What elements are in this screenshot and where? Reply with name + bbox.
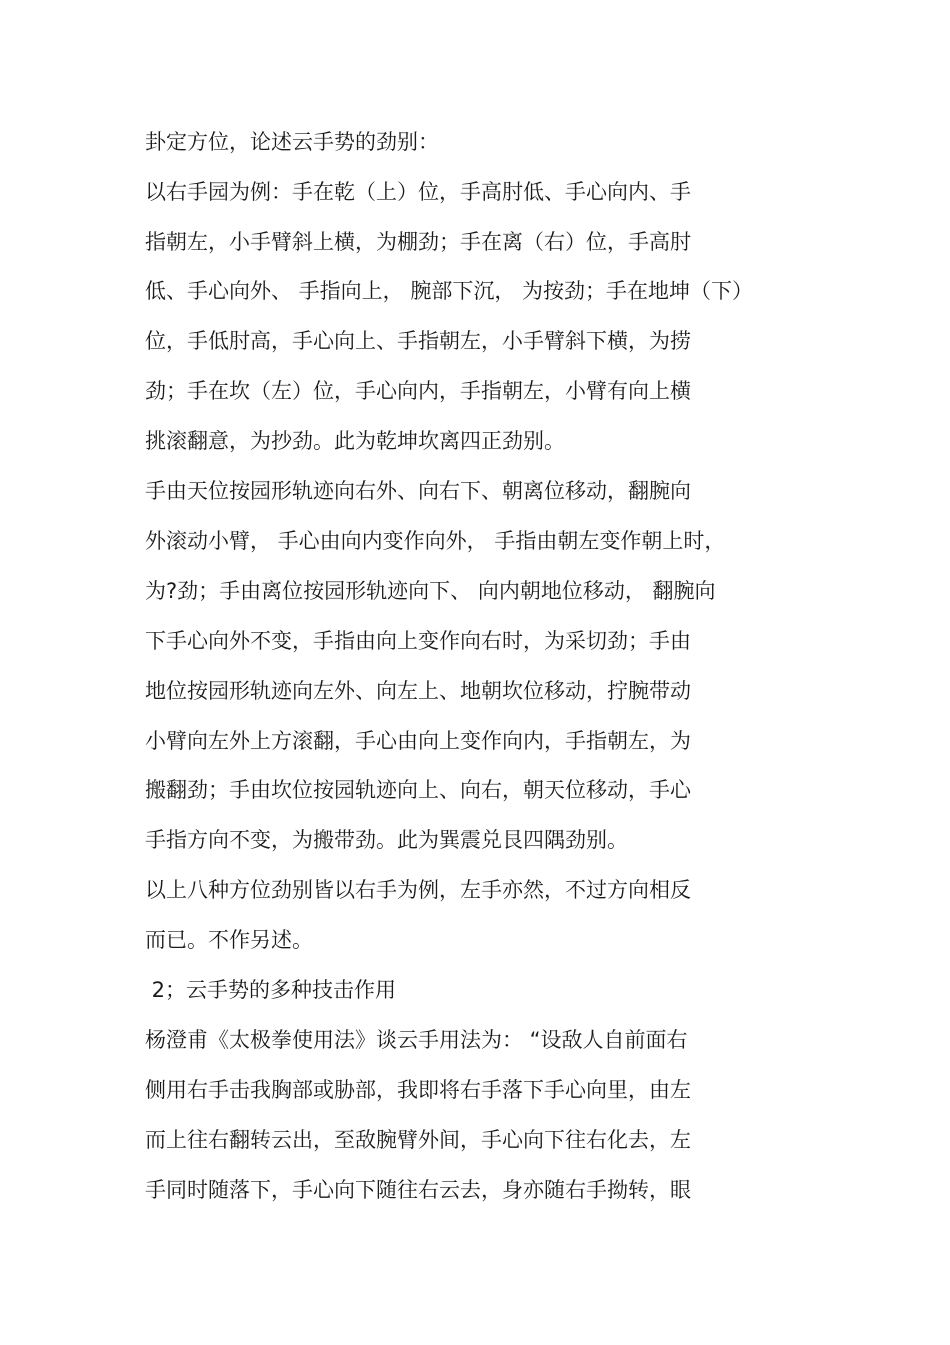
text-line-5: 位，手低肘高，手心向上、手指朝左，小手臂斜下横，为捞 bbox=[145, 329, 691, 353]
text-line-10: 为?劲；手由离位按园形轨迹向下、 向内朝地位移动， 翻腕向 bbox=[145, 579, 716, 603]
text-line-12: 地位按园形轨迹向左外、向左上、地朝坎位移动，拧腕带动 bbox=[145, 679, 691, 703]
text-line-1: 卦定方位，论述云手势的劲别： bbox=[145, 130, 439, 154]
section-heading: 2；云手势的多种技击作用 bbox=[145, 978, 397, 1002]
text-line-14: 搬翻劲；手由坎位按园轨迹向上、向右，朝天位移动，手心 bbox=[145, 778, 691, 802]
text-line-7: 挑滚翻意，为抄劲。此为乾坤坎离四正劲别。 bbox=[145, 429, 565, 453]
text-line-15: 手指方向不变，为搬带劲。此为巽震兑艮四隅劲别。 bbox=[145, 828, 628, 852]
text-line-2: 以右手园为例：手在乾（上）位，手高肘低、手心向内、手 bbox=[145, 180, 691, 204]
text-line-3: 指朝左，小手臂斜上横，为棚劲；手在离（右）位，手高肘 bbox=[145, 230, 691, 254]
text-line-8: 手由天位按园形轨迹向右外、向右下、朝离位移动，翻腕向 bbox=[145, 479, 691, 503]
text-line-13: 小臂向左外上方滚翻，手心由向上变作向内，手指朝左，为 bbox=[145, 729, 691, 753]
text-line-19: 杨澄甫《太极拳使用法》谈云手用法为： “设敌人自前面右 bbox=[145, 1028, 688, 1052]
text-line-21: 而上往右翻转云出，至敌腕臂外间，手心向下往右化去，左 bbox=[145, 1128, 691, 1152]
text-line-4: 低、手心向外、 手指向上， 腕部下沉， 为按劲；手在地坤（下） bbox=[145, 279, 754, 303]
text-line-17: 而已。不作另述。 bbox=[145, 928, 313, 952]
text-line-16: 以上八种方位劲别皆以右手为例，左手亦然，不过方向相反 bbox=[145, 878, 691, 902]
text-line-20: 侧用右手击我胸部或胁部，我即将右手落下手心向里，由左 bbox=[145, 1078, 691, 1102]
text-line-6: 劲；手在坎（左）位，手心向内，手指朝左，小臂有向上横 bbox=[145, 379, 691, 403]
text-line-11: 下手心向外不变，手指由向上变作向右时，为采切劲；手由 bbox=[145, 629, 691, 653]
text-line-9: 外滚动小臂， 手心由向内变作向外， 手指由朝左变作朝上时， bbox=[145, 529, 726, 553]
text-line-22: 手同时随落下，手心向下随往右云去，身亦随右手拗转，眼 bbox=[145, 1178, 691, 1202]
